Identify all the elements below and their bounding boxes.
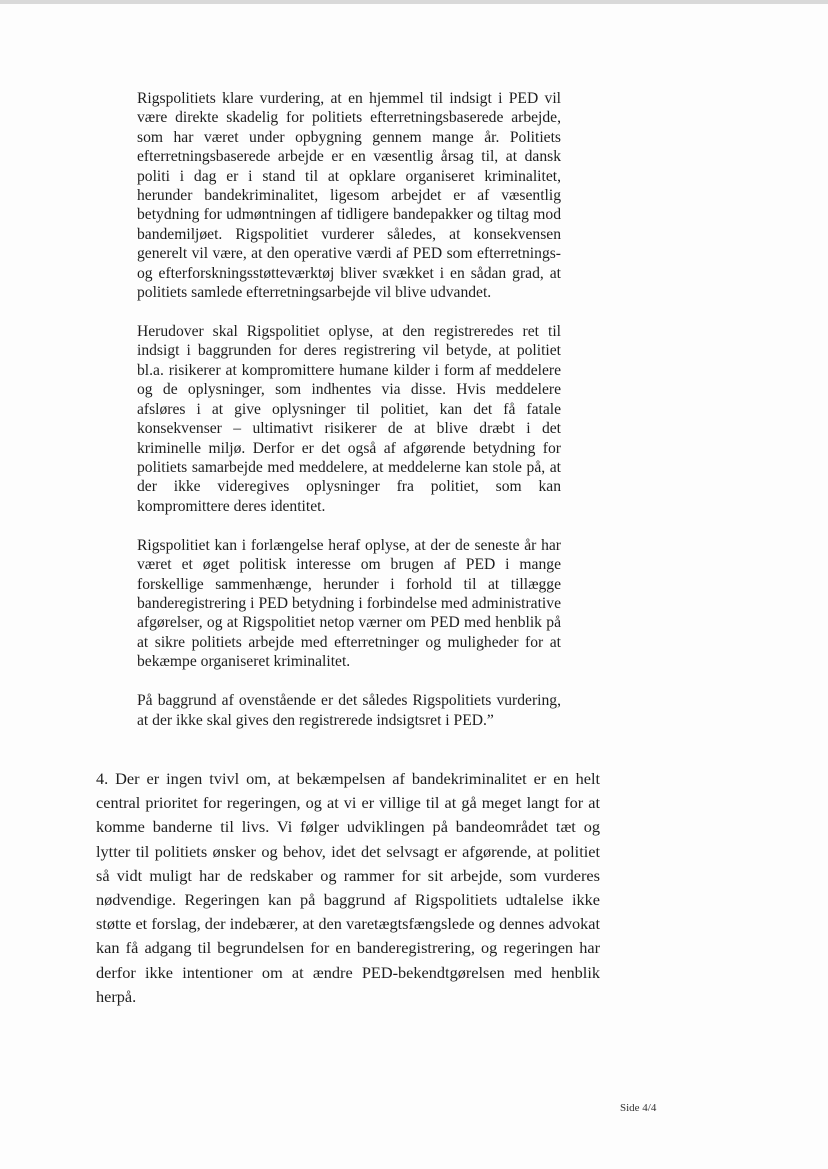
quoted-statement (137, 89, 561, 750)
page-number: Side 4/4 (620, 1102, 657, 1114)
quote-paragraph-4: På baggrund af ovenstående er det således Rigspolitiets vurdering, at der ikke skal gives den registrerede indsigtsret i PED.” (137, 692, 561, 729)
quote-paragraph-1: Rigspolitiets klare vurdering, at en hjemmel til indsigt i PED vil være direkte skadelig for politiets efterretningsbaserede arbejde, som har været under opbygning gennem mange år. Politiets efterretningsbaserede arbejde er en væsentlig årsag til, at dansk politi i dag er i stand til at opklare organiseret kriminalitet, herunder bandekriminalitet, ligesom arbejdet er af væsentlig betydning for udmøntningen af tidligere bandepakker og tiltag mod bandemiljøet. Rigspolitiet vurderer således, at konsekvensen generelt vil være, at den operative værdi af PED som efterretnings- og efterforskningsstøtteværktøj bliver svækket i en sådan grad, at politiets samlede efterretningsarbejde vil blive udvandet. (137, 90, 561, 302)
quote-paragraph-2: Herudover skal Rigspolitiet oplyse, at den registreredes ret til indsigt i baggrunden for deres registrering vil betyde, at politiet bl.a. risikerer at kompromittere humane kilder i form af meddelere og de oplysninger, som indhentes via disse. Hvis meddelere afsløres i at give oplysninger til politiet, kan det få fatale konsekvenser – ultimativt risikerer de at blive dræbt i det kriminelle miljø. Derfor er det også af afgørende betydning for politiets samarbejde med meddelere, at meddelerne kan stole på, at der ikke videregives oplysninger fra politiet, som kan kompromittere deres identitet. (137, 323, 561, 515)
body-paragraph-4: 4. Der er ingen tvivl om, at bekæmpelsen af bandekriminalitet er en helt central prioritet for regeringen, og at vi er villige til at gå meget langt for at komme banderne til livs. Vi følger udviklingen på bandeområdet tæt og lytter til politiets ønsker og behov, idet det selvsagt er afgørende, at politiet så vidt muligt har de redskaber og rammer for sit arbejde, som vurderes nødvendige. Regeringen kan på baggrund af Rigspolitiets udtalelse ikke støtte et forslag, der indebærer, at den varetægtsfængslede og dennes advokat kan få adgang til begrundelsen for en banderegistrering, og regeringen har derfor ikke intentioner om at ændre PED-bekendtgørelsen med henblik herpå. (96, 769, 600, 1006)
body-section (96, 767, 600, 1009)
quote-paragraph-3: Rigspolitiet kan i forlængelse heraf oplyse, at der de seneste år har været et øget politisk interesse om brugen af PED i mange forskellige sammenhænge, herunder i forhold til at tillægge banderegistrering i PED betydning i forbindelse med administrative afgørelser, og at Rigspolitiet netop værner om PED med henblik på at sikre politiets arbejde med efterretninger og muligheder for at bekæmpe organiseret kriminalitet. (137, 536, 561, 671)
